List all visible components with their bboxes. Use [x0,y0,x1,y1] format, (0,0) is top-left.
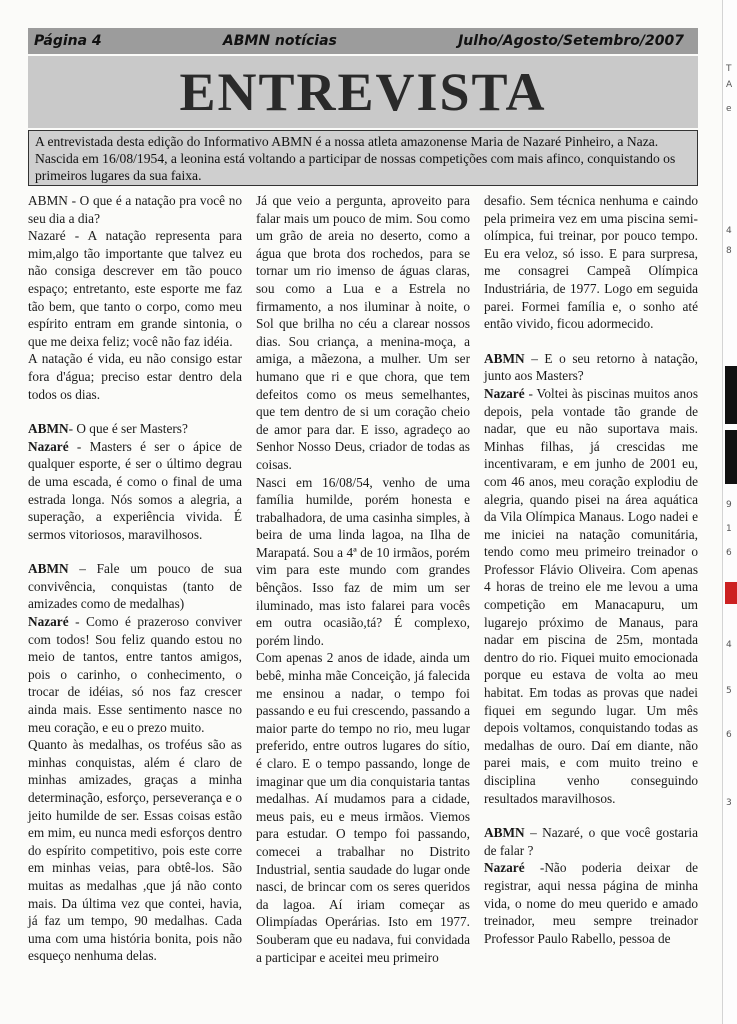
edge-mark-11: 6 [726,730,732,740]
issue-date: Julho/Agosto/Setembro/2007 [458,33,684,49]
edge-mark-8: 6 [726,548,732,558]
article-title: ENTREVISTA [179,62,547,122]
question-1: ABMN - O que é a natação pra você no seu dia a dia? [28,193,242,226]
answer-4-text: - Voltei às piscinas muitos anos depois, pela vontade tão grande de nadar, que eu não suportava mais. Minhas filhas, já crescidas me incentivaram, e em junho de 2001 eu, com 46 anos, meu coração explodiu de alegria, quando pisei na área aquática da Vila Olímpica Manaus. Logo nadei e me iniciei na natação comunitária, tendo como meu primeiro treinador o Professor Flávio Oliveira. Com apenas 4 horas de treino ele me levou a uma competição em Manacapuru, um lugarejo próximo de Manaus, para nadar em piscina de 25m, montada dentro do rio. Fiquei muito emocionada porque eu estava de volta ao meu habitat. Em todas as provas que nadei fiquei em segundo lugar. Um mês depois voltamos, conquistando todas as medalhas de ouro. Daí em diante, não parei mais, e com muito treino e disciplina venho conseguindo resultados maravilhosos. [484,385,698,806]
answer-2-label: Nazaré [28,438,69,454]
question-4-text: – E o seu retorno à natação, junto aos Masters? [484,350,698,384]
answer-5-text: -Não poderia deixar de registrar, aqui nessa página de minha vida, o nome do meu querido e amado treinador, meu sempre treinador Professor Paulo Rabello, pessoa de [484,860,698,946]
answer-1: Nazaré - A natação representa para mim,algo tão importante que talvez eu não consiga descrever em tão pouco espaço; entretanto, este esporte me faz tão bem, que tanto o corpo, como meu espírito entram em grande sintonia, o que me deixa feliz; você não faz idéia. [28,228,242,349]
paragraph-first-challenge: desafio. Sem técnica nenhuma e caindo pela primeira vez em uma piscina semi-olímpica, fui treinar, por pouco tempo. Eu era veloz, só isso. E para surpresa, me consagrei Campeã Olímpica Industriária, de 1977. Logo em seguida parei. Formei família e, o sonho até então vivido, ficou adormecido. [484,193,698,332]
adjacent-page-edge [722,0,737,1024]
answer-3-label: Nazaré [28,614,69,630]
edge-mark-3: e [726,104,732,114]
question-5 [484,824,698,859]
answer-3-text: - Como é prazeroso conviver com todos! Sou feliz quando estou no meio de tantos, entre tantos amigos, pois o carinho, o conhecimento, o trocar de idéias, só nos faz crescer ainda mais. Esse sentimento nasce no meu coração, e eu o prezo muito. [28,614,242,735]
paragraph-birth: Nasci em 16/08/54, venho de uma família humilde, porém honesta e trabalhadora, de uma casinha simples, à beira de uma linda lagoa, na Ilha de Marapatá. Sou a 4ª de 10 irmãos, porém vim para este mundo com grandes bênçãos. Isso faz de mim um ser iluminado, mas isto falarei para vocês em outra ocasião,tá? É complexo, porém lindo. [256,474,470,648]
answer-2 [28,438,242,544]
edge-mark-10: 5 [726,686,732,696]
publication-name: ABMN notícias [222,33,337,49]
question-5-label: ABMN [484,825,525,841]
text-column-1 [28,192,242,965]
edge-mark-1: T [726,64,732,74]
edge-mark-2: A [726,80,733,90]
answer-2-text: - Masters é ser o ápice de qualquer esporte, é ser o último degrau de uma escada, é como o final de uma estrada longa. Nós somos a alegria, a superação, a experiência vivida. É sermos vitoriosos, maravilhosos. [28,438,242,542]
question-3-label: ABMN [28,561,69,577]
edge-mark-6: 9 [726,500,732,510]
answer-4 [484,385,698,807]
edge-mark-5: 8 [726,246,732,256]
intro-box: A entrevistada desta edição do Informativo ABMN é a nossa atleta amazonense Maria de Nazaré Pinheiro, a Naza. Nascida em 16/08/1954, a leonina está voltando a participar de nossas competições com mais afinco, conquistando os primeiros lugares da sua faixa. [28,130,698,186]
question-2-label: ABMN [28,421,69,437]
question-3 [28,560,242,613]
answer-5 [484,859,698,947]
text-column-2 [256,192,470,966]
question-5-text: – Nazaré, o que você gostaria de falar ? [484,825,698,858]
answer-3b: Quanto às medalhas, os troféus são as minhas conquistas, além é claro de minhas amizades, graças a minha determinação, esforço, perseverança e o jeito humilde de ser. Essas coisas estão em mim, eu nunca medi esforços dentro do espírito competitivo, pois este corre em minhas veias, para obtê-los. São muitas as medalhas ,que já não conto mais. Da última vez que contei, havia, já faz um tempo, 90 medalhas. Cada uma com uma história bonita, pois não esqueço nenhuma delas. [28,737,242,964]
page-number-label: Página 4 [34,33,102,49]
question-4-label: ABMN [484,350,525,366]
edge-black-block-1 [725,366,737,424]
question-3-text: – Fale um pouco de sua convivência, conquistas (tanto de amizades como de medalhas) [28,561,242,612]
edge-mark-4: 4 [726,226,732,236]
question-2-text: - O que é ser Masters? [68,421,188,437]
title-band [28,56,698,128]
question-4 [484,350,698,385]
answer-3 [28,613,242,736]
answer-4-label: Nazaré [484,385,525,401]
text-column-3 [484,192,698,947]
question-2 [28,420,242,438]
answer-5-label: Nazaré [484,860,525,876]
edge-mark-9: 4 [726,640,732,650]
edge-red-block [725,582,737,604]
edge-black-block-2 [725,430,737,484]
paragraph-childhood: Com apenas 2 anos de idade, ainda um bebê, minha mãe Conceição, já falecida me ensinou a nadar, o tempo foi passando e eu fui crescendo, passando a maior parte do tempo no rio, meu lugar preferido, entre outros lugares do sítio, é claro. E o tempo passando, longe de imaginar que um dia conquistaria tantas medalhas. Aí mudamos para a cidade, meus pais, eu e meus irmãos. Viemos para estudar. O tempo foi passando, comecei a trabalhar no Distrito Industrial, sentia saudade do lugar onde nasci, de brincar com os seres queridos da lagoa. Aí iriam começar as Olimpíadas Operárias. Isto em 1977. Souberam que eu nadava, fui convidada a participar e aceitei meu primeiro [256,650,470,965]
answer-1b: A natação é vida, eu não consigo estar fora d'água; preciso estar dentro dela todos os dias. [28,351,242,402]
page-header [28,28,698,54]
edge-mark-7: 1 [726,524,732,534]
paragraph-self-description: Já que veio a pergunta, aproveito para falar mais um pouco de mim. Sou como um grão de areia no deserto, como a água que brota dos rochedos, para se tornar um rio imenso de águas claras, sou como a Lua e a Estrela no firmamento, a nos iluminar à noite, o Sol que brilha no céu a clarear nossos dias. Sou criança, a menina-moça, a amiga, a mãezona, a mulher. Um ser humano que ri e que chora, que tem defeitos como os meus semelhantes, que tem dentro de si um coração cheio de amor para dar. E isso, agradeço ao Senhor Nosso Deus, criador de todas as coisas. [256,193,470,472]
edge-mark-12: 3 [726,798,732,808]
